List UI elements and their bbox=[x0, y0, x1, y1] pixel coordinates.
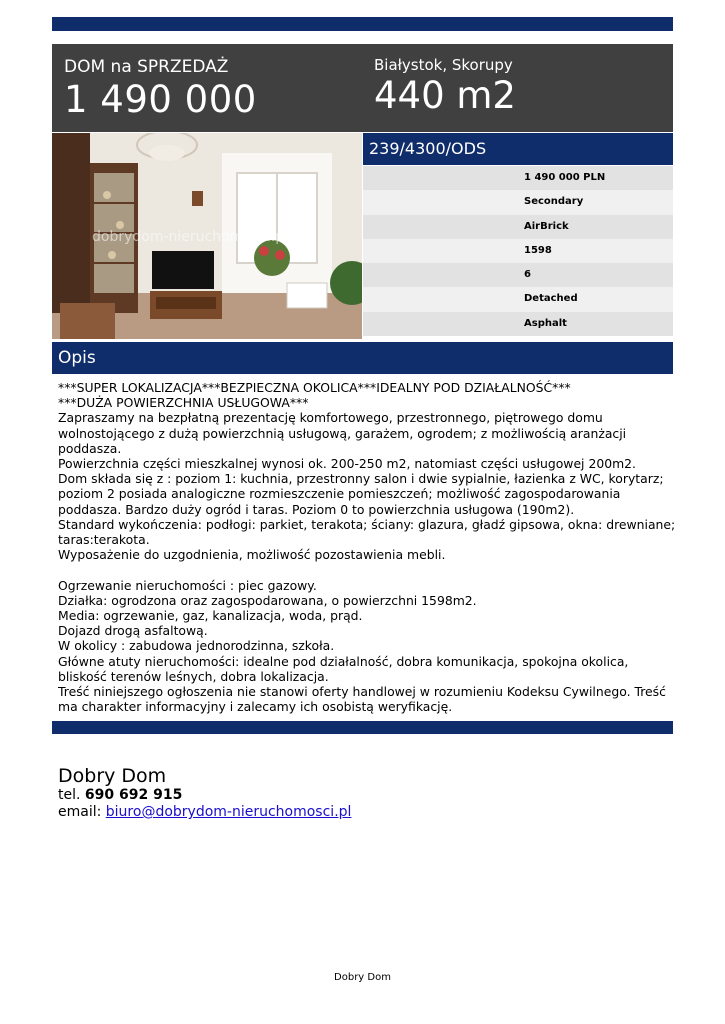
contact-phone bbox=[58, 787, 182, 803]
description-line: Główne atuty nieruchomości: idealne pod działalność, dobra komunikacja, spokojna okolica, bbox=[58, 653, 629, 669]
description-line: bliskość terenów leśnych, dobra lokalizacja. bbox=[58, 668, 329, 684]
description-line: poddasza. Bardzo duży ogród i taras. Poziom 0 to powierzchnia usługowa (190m2). bbox=[58, 501, 575, 517]
offer-type: DOM na SPRZEDAŻ bbox=[64, 57, 229, 77]
description-line: Powierzchnia części mieszkalnej wynosi ok. 200-250 m2, natomiast części usługowej 200m2. bbox=[58, 456, 636, 472]
offer-price: 1 490 000 bbox=[64, 78, 257, 121]
spec-market: Secondary bbox=[363, 190, 673, 214]
description-text bbox=[58, 380, 676, 715]
photo-watermark: dobrydom-nieruchomosci.pl bbox=[92, 229, 288, 245]
description-line: Media: ogrzewanie, gaz, kanalizacja, woda, prąd. bbox=[58, 608, 363, 624]
description-blank-line bbox=[58, 562, 670, 577]
description-line: ma charakter informacyjny i zalecamy ich osobistą weryfikację. bbox=[58, 699, 453, 715]
offer-area: 440 m2 bbox=[374, 74, 516, 117]
spec-building-type: Detached bbox=[363, 287, 673, 311]
spec-price: 1 490 000 PLN bbox=[363, 166, 673, 190]
phone-number: 690 692 915 bbox=[84, 787, 183, 803]
description-line: poddasza. bbox=[58, 440, 122, 456]
offer-location: Białystok, Skorupy bbox=[374, 56, 513, 74]
bottom-accent-bar bbox=[52, 721, 673, 734]
spec-building-material: AirBrick bbox=[363, 215, 673, 239]
description-line: wolnostojącego z dużą powierzchnią usługową, garażem, ogrodem; z możliwością aranżacji bbox=[58, 425, 627, 441]
description-line: poziom 2 posiada analogiczne rozmieszczenie pomieszczeń; możliwość zagospodarowania bbox=[58, 486, 621, 502]
description-line: Zapraszamy na bezpłatną prezentację komfortowego, przestronnego, piętrowego domu bbox=[58, 410, 603, 426]
description-line: Ogrzewanie nieruchomości : piec gazowy. bbox=[58, 577, 317, 593]
description-heading: Opis bbox=[52, 342, 673, 374]
spec-rooms: 6 bbox=[363, 263, 673, 287]
reference-number: 239/4300/ODS bbox=[363, 133, 673, 165]
contact-email bbox=[58, 804, 351, 820]
description-line: ***SUPER LOKALIZACJA***BEZPIECZNA OKOLICA***IDEALNY POD DZIAŁALNOŚĆ*** bbox=[58, 380, 571, 395]
description-line: Standard wykończenia: podłogi: parkiet, terakota; ściany: glazura, gładź gipsowa, okna: drewniane; bbox=[58, 516, 676, 532]
spec-access-road: Asphalt bbox=[363, 312, 673, 336]
email-label: email: bbox=[58, 804, 102, 820]
agency-name: Dobry Dom bbox=[58, 765, 167, 787]
description-line: ***DUŻA POWIERZCHNIA USŁUGOWA*** bbox=[58, 395, 309, 411]
email-link[interactable]: biuro@dobrydom-nieruchomosci.pl bbox=[105, 804, 352, 820]
description-line: taras:terakota. bbox=[58, 532, 150, 548]
description-line: Treść niniejszego ogłoszenia nie stanowi oferty handlowej w rozumieniu Kodeksu Cywilnego. Treść bbox=[58, 684, 666, 700]
top-accent-bar bbox=[52, 17, 673, 31]
page-footer: Dobry Dom bbox=[334, 972, 391, 983]
spec-plot-area: 1598 bbox=[363, 239, 673, 263]
description-line: Dojazd drogą asfaltową. bbox=[58, 623, 208, 639]
property-photo bbox=[52, 133, 362, 339]
description-line: W okolicy : zabudowa jednorodzinna, szkoła. bbox=[58, 638, 335, 654]
description-line: Działka: ogrodzona oraz zagospodarowana, o powierzchni 1598m2. bbox=[58, 592, 477, 608]
listing-header bbox=[52, 44, 673, 132]
specs-table bbox=[363, 166, 673, 336]
description-line: Wyposażenie do uzgodnienia, możliwość pozostawienia mebli. bbox=[58, 547, 446, 563]
phone-label: tel. bbox=[58, 787, 81, 803]
description-line: Dom składa się z : poziom 1: kuchnia, przestronny salon i dwie sypialnie, łazienka z WC, korytarz; bbox=[58, 471, 664, 487]
